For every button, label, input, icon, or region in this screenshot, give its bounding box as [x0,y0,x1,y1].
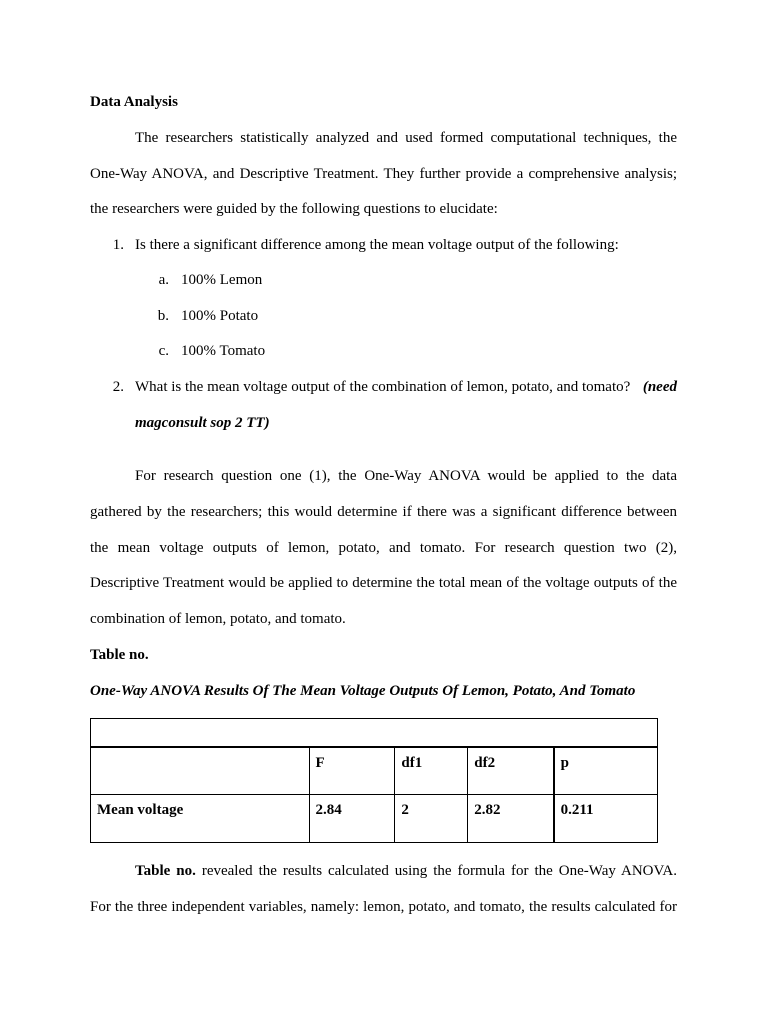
sub-item-b-text: 100% Potato [181,308,259,324]
question-1-number: 1. [112,237,124,253]
question-2-text: What is the mean voltage output of the combination of lemon, potato, and tomato? [135,379,631,395]
closing-line-2: For the three independent variables, namely: lemon, potato, and tomato, the results calculated for [90,899,677,915]
cell-df2-value: 2.82 [468,794,554,842]
table-caption-cell [91,719,658,748]
question-2-line-1 [135,377,677,397]
header-cell-df2: df2 [468,747,554,794]
table-title: One-Way ANOVA Results Of The Mean Voltage Outputs Of Lemon, Potato, And Tomato [90,683,636,699]
question-2-number: 2. [112,379,124,395]
closing-table-ref: Table no. [135,863,196,879]
method-line-5: combination of lemon, potato, and tomato. [90,611,346,627]
anova-table [90,718,658,843]
table-header-row [91,747,658,794]
question-2-note-end: magconsult sop 2 TT) [135,415,270,431]
question-1-text: Is there a significant difference among the mean voltage output of the following: [135,237,619,253]
header-cell-f: F [309,747,395,794]
sub-item-a-letter: a. [158,272,169,288]
sub-item-a-text: 100% Lemon [181,272,263,288]
method-line-2: gathered by the researchers; this would determine if there was a significant difference between [90,504,677,520]
cell-df1-value: 2 [395,794,468,842]
sub-item-c-letter: c. [158,343,169,359]
question-2-note-start: (need [642,379,677,395]
row-label-cell: Mean voltage [91,794,310,842]
method-line-4: Descriptive Treatment would be applied to determine the total mean of the voltage outputs of the [90,575,677,591]
cell-p-value: 0.211 [554,794,658,842]
method-line-3: the mean voltage outputs of lemon, potato, and tomato. For research question two (2), [90,540,677,556]
table-label: Table no. [90,647,149,663]
header-cell-p: p [554,747,658,794]
sub-item-c-text: 100% Tomato [181,343,266,359]
header-cell-df1: df1 [395,747,468,794]
table-row [91,794,658,842]
intro-line-2: One-Way ANOVA, and Descriptive Treatment. They further provide a comprehensive analysis; [90,166,677,182]
table-caption-row [91,719,658,748]
closing-line-1-rest: revealed the results calculated using the formula for the One-Way ANOVA. [195,863,677,879]
section-heading: Data Analysis [90,94,178,110]
sub-item-b-letter: b. [157,308,169,324]
intro-line-1: The researchers statistically analyzed and used formed computational techniques, the [135,130,677,146]
closing-line-1 [90,861,677,881]
method-line-1: For research question one (1), the One-Way ANOVA would be applied to the data [135,468,677,484]
header-cell-empty [91,747,310,794]
intro-line-3: the researchers were guided by the following questions to elucidate: [90,201,498,217]
cell-f-value: 2.84 [309,794,395,842]
